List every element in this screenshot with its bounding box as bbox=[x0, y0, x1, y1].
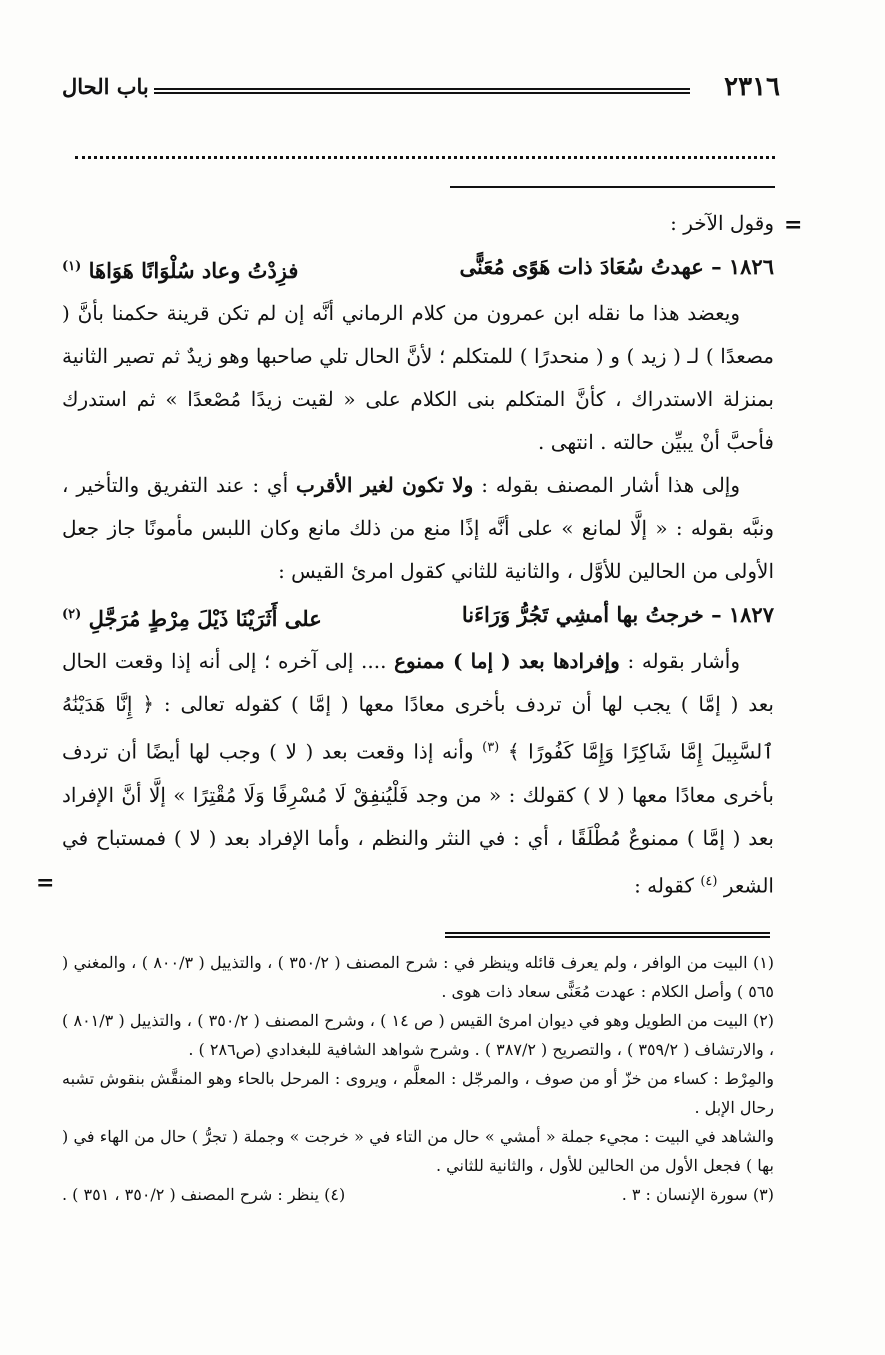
header-rule bbox=[154, 88, 690, 94]
margin-mark: = bbox=[784, 212, 803, 238]
main-text bbox=[62, 202, 774, 907]
verse-hemistich-1: خرجتُ بها أمشِي تَجُرُّ وَرَاءَنا bbox=[461, 602, 704, 627]
verse-hemistich-2: فزِدْتُ وعاد سُلْوَانًا هَوَاهَا bbox=[88, 258, 299, 283]
verse-number: ١٨٢٧ – bbox=[711, 602, 774, 627]
paragraph: وأشار بقوله : وإفرادها بعد ( إما ) ممنوع .... إلى آخره ؛ إلى أنه إذا وقعت الحال بعد ( إمَّا ) يجب لها أن تردف بأخرى معادًا معها ( إمَّا ) كقوله تعالى : ﴿ إِنَّا هَدَيْنَٰهُ ٱلسَّبِيلَ إِمَّا شَاكِرًا وَإِمَّا كَفُورًا ﴾ $^{(٣)}$ وأنه إذا وقعت بعد ( لا ) وجب لها أيضًا أن تردف بأخرى معادًا معها ( لا ) كقولك : « من وجد فَلْيُنفِقْ لَا مُسْرِفًا وَلَا مُقْتِرًا » إلَّا أنَّ الإفراد بعد ( إمَّا ) ممنوعٌ مُطْلَقًا ، أي : في النثر والنظم ، وأما الإفراد بعد ( لا ) فمستباح في الشعر $^{(٤)}$ كقوله : bbox=[62, 649, 774, 898]
page-header bbox=[62, 72, 782, 106]
footnote-2-gloss: والمِرْط : كساء من خزّ أو من صوف ، والمرجّل : المعلَّم ، ويروى : المرحل بالحاء وهو المنقَّش بنقوش تشبه رحال الإبل . bbox=[62, 1069, 775, 1117]
paragraph: وإلى هذا أشار المصنف بقوله : ولا تكون لغير الأقرب أي : عند التفريق والتأخير ، ونبَّه بقوله : « إلَّا لمانع » على أنَّه إذًا منع من ذلك مانع وكان اللبس مأمونًا جاز جعل الأولى من الحالين للأوَّل ، والثانية للثاني كقول امرئ القيس : bbox=[62, 473, 774, 583]
dotted-separator bbox=[75, 140, 775, 159]
verse-1827 bbox=[62, 593, 774, 640]
footnote-2-witness: والشاهد في البيت : مجيء جملة « أمشي » حال من التاء في « خرجت » وجملة ( تجرُّ ) حال من الهاء في ( بها ) فجعل الأول من الحالين للأول ، والثانية للثاني . bbox=[62, 1127, 774, 1175]
verse-number: ١٨٢٦ – bbox=[711, 254, 774, 279]
quoted-rule: ولا تكون لغير الأقرب bbox=[296, 473, 474, 497]
margin-mark: = bbox=[36, 870, 55, 896]
paragraph: ويعضد هذا ما نقله ابن عمرون من كلام الرماني أنَّه إن لم تكن قرينة حكمنا بأنَّ ( مصعدًا ) لـ ( زيد ) و ( منحدرًا ) للمتكلم ؛ لأنَّ الحال تلي صاحبها وهو زيدٌ ثم تصير الثانية بمنزلة الاستدراك ، كأنَّ المتكلم بنى الكلام على « لقيت زيدًا مُصْعدًا » ثم استدرك فأحبَّ أنْ يبيِّن حالته . انتهى . bbox=[62, 301, 774, 454]
quoted-rule: وإفرادها بعد ( إما ) ممنوع bbox=[394, 649, 620, 673]
footnote-rule bbox=[445, 932, 770, 938]
intro-line: وقول الآخر : bbox=[670, 211, 774, 235]
chapter-title: باب الحال bbox=[62, 74, 149, 99]
page-number: ٢٣١٦ bbox=[724, 72, 780, 102]
footnote-1: (١) البيت من الوافر ، ولم يعرف قائله وينظر في : شرح المصنف ( ٣٥٠/٢ ) ، والتذييل ( ٨٠٠/٣ ) ، والمغني ( ٥٦٥ ) وأصل الكلام : عهدت مُعَنًّى سعاد ذات هوى . bbox=[62, 953, 775, 1001]
footnote-ref: (٢) bbox=[62, 607, 82, 622]
footnotes bbox=[62, 948, 774, 1209]
footnote-4: (٤) ينظر : شرح المصنف ( ٣٥٠/٢ ، ٣٥١ ) . bbox=[62, 1185, 346, 1204]
verse-hemistich-2: على أَثَرَيْنَا ذَيْلَ مِرْطٍ مُرَجَّلِ bbox=[88, 606, 322, 631]
verse-1826 bbox=[62, 245, 774, 292]
footnote-ref: (٤) bbox=[700, 873, 718, 889]
footnote-3: (٣) سورة الإنسان : ٣ . bbox=[621, 1185, 774, 1204]
section-rule bbox=[450, 186, 775, 188]
footnotes-3-4 bbox=[62, 1180, 774, 1209]
verse-hemistich-1: عهدتُ سُعَادَ ذات هَوًى مُعَنًّى bbox=[459, 254, 704, 279]
footnote-ref: (١) bbox=[62, 259, 82, 274]
footnote-ref: (٣) bbox=[482, 740, 500, 755]
footnote-2: (٢) البيت من الطويل وهو في ديوان امرئ القيس ( ص ١٤ ) ، وشرح المصنف ( ٣٥٠/٢ ) ، والتذييل ( ٨٠١/٣ ) ، والارتشاف ( ٣٥٩/٢ ) ، والتصريح ( ٣٨٧/٢ ) . وشرح شواهد الشافية للبغدادي (ص٢٨٦ ) . bbox=[62, 1011, 775, 1059]
